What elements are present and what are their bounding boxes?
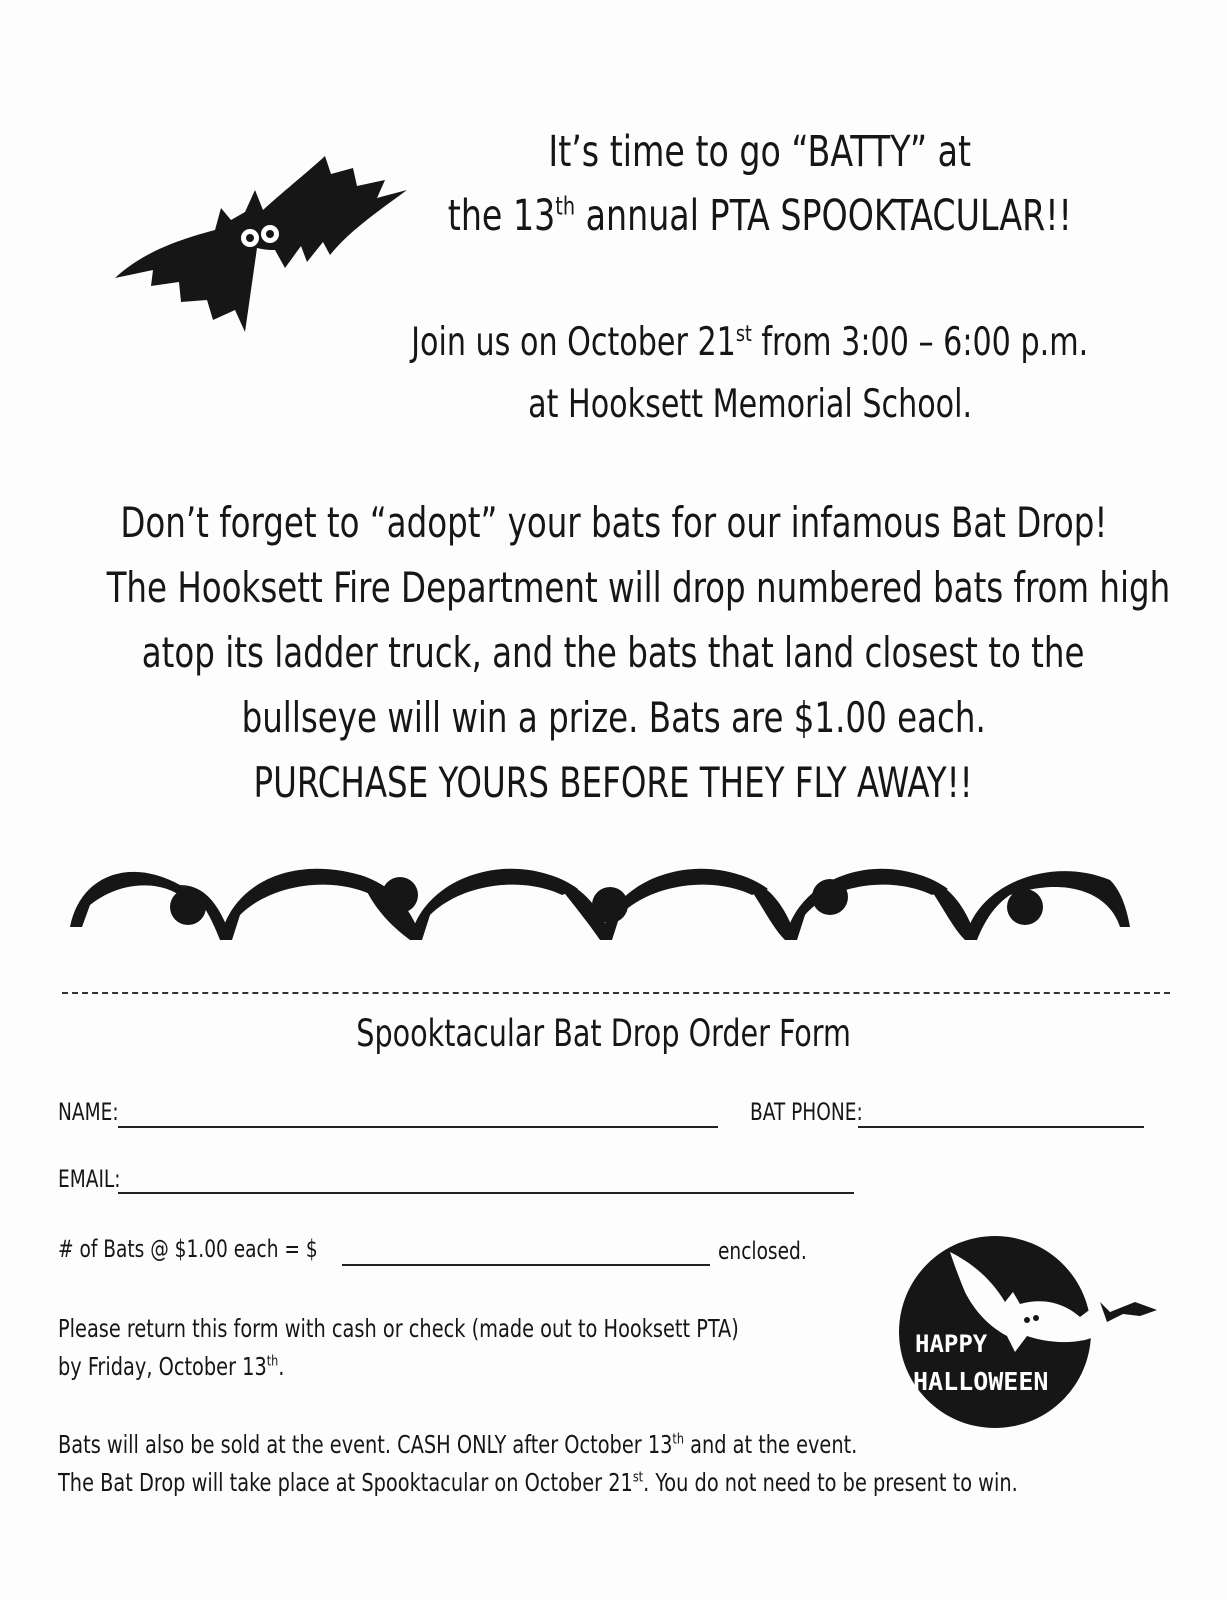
email-label — [58, 1165, 131, 1193]
bat-drop-line: The Hooksett Fire Department will drop numbered bats from high — [106, 563, 1171, 612]
happy-halloween-badge-icon — [895, 1232, 1165, 1432]
return-line-1: Please return this form with cash or check (made out to Hooksett PTA) — [58, 1314, 739, 1343]
amount-field[interactable] — [342, 1264, 710, 1266]
email-label-text: EMAIL: — [58, 1165, 121, 1193]
bat-drop-line: PURCHASE YOURS BEFORE THEY FLY AWAY!! — [253, 758, 974, 807]
bat-drop-paragraph — [20, 490, 1207, 815]
name-field[interactable] — [118, 1126, 718, 1128]
header-line-2: the 13th annual PTA SPOOKTACULAR!! — [447, 191, 1073, 241]
bats-count-label — [58, 1235, 360, 1263]
additional-info — [58, 1426, 1138, 1502]
name-label — [58, 1098, 128, 1126]
phone-label — [750, 1098, 881, 1126]
enclosed-label — [718, 1237, 821, 1265]
bat-garland-border-icon — [70, 845, 1130, 950]
bats-count-label-text: # of Bats @ $1.00 each = $ — [58, 1235, 318, 1263]
order-form-title — [250, 1012, 957, 1055]
drop-info-line: The Bat Drop will take place at Spooktacular on October 21st. You do not need to be present to win. — [58, 1468, 1018, 1497]
badge-halloween: HALLOWEEN — [913, 1367, 1049, 1396]
enclosed-label-text: enclosed. — [718, 1237, 807, 1265]
bat-phone-field[interactable] — [858, 1126, 1144, 1128]
return-instructions — [58, 1310, 878, 1386]
cut-line-divider — [62, 992, 1170, 994]
event-location-line: at Hooksett Memorial School. — [528, 382, 972, 427]
event-details — [350, 312, 1150, 436]
bat-drop-line: Don’t forget to “adopt” your bats for our infamous Bat Drop! — [119, 498, 1108, 547]
name-label-text: NAME: — [58, 1098, 119, 1126]
phone-label-text: BAT PHONE: — [750, 1098, 863, 1126]
bat-drop-line: atop its ladder truck, and the bats that land closest to the — [142, 628, 1085, 677]
badge-happy: HAPPY — [915, 1330, 988, 1358]
header-line-1: It’s time to go “BATTY” at — [548, 127, 972, 177]
event-date-line: Join us on October 21st from 3:00 – 6:00 p.m. — [411, 320, 1089, 365]
header-title — [380, 120, 1140, 248]
bat-drop-line: bullseye will win a prize. Bats are $1.00 each. — [241, 693, 986, 742]
email-field[interactable] — [118, 1192, 854, 1194]
return-line-2: by Friday, October 13th. — [58, 1352, 285, 1381]
order-form-title-text: Spooktacular Bat Drop Order Form — [356, 1012, 851, 1055]
also-sold-line: Bats will also be sold at the event. CASH ONLY after October 13th and at the event. — [58, 1430, 858, 1459]
